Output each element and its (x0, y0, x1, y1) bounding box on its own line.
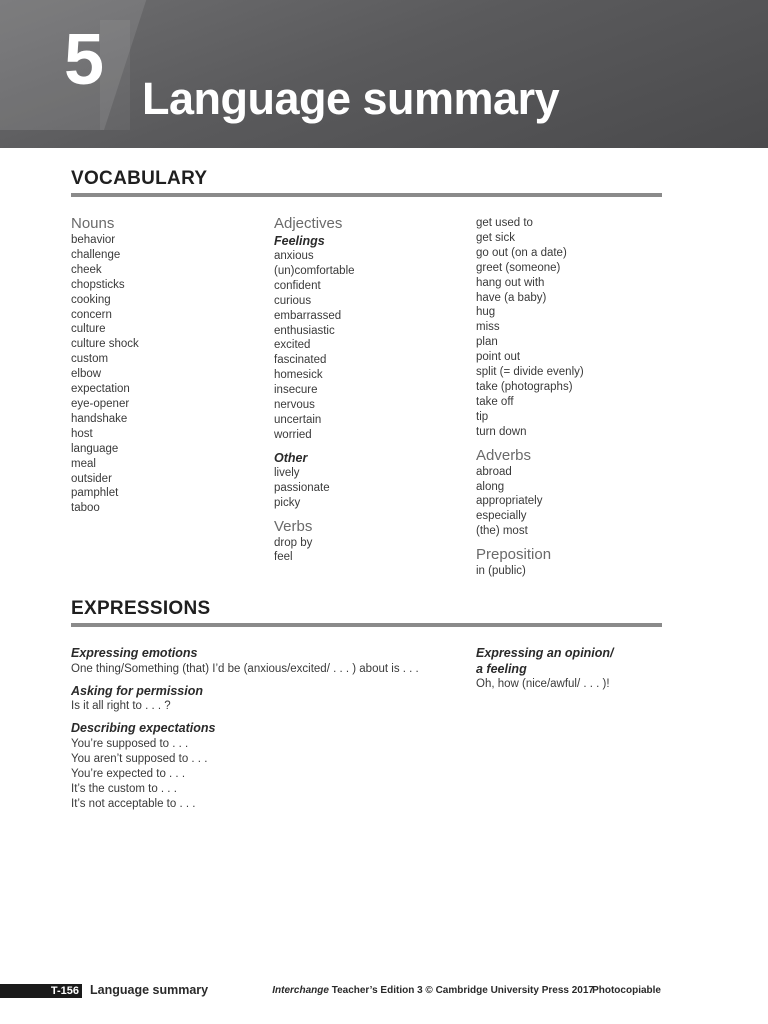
vocab-word: elbow (71, 368, 102, 381)
vocab-word: challenge (71, 248, 121, 261)
vocab-word: hang out with (476, 276, 545, 289)
vocab-column-2 (274, 215, 464, 565)
vocab-word: split (= divide evenly) (476, 366, 584, 379)
vocab-word: curious (274, 294, 312, 307)
unit-number: 5 (64, 20, 105, 100)
expression-line: Is it all right to . . . ? (71, 700, 171, 712)
vocab-word: meal (71, 457, 96, 470)
photocopiable-label: Photocopiable (592, 985, 661, 996)
expression-group-title: Asking for permission (71, 683, 203, 698)
vocab-word: homesick (274, 369, 323, 382)
subcategory-heading: Feelings (274, 234, 325, 248)
vocab-word: tip (476, 410, 489, 423)
vocab-word: excited (274, 339, 311, 352)
vocab-word: concern (71, 308, 112, 321)
expression-line: You’re expected to . . . (71, 767, 186, 780)
vocab-word: (un)comfortable (274, 264, 355, 277)
vocabulary-heading: VOCABULARY (71, 168, 208, 189)
prepositions-list (476, 564, 666, 579)
vocab-word: pamphlet (71, 487, 119, 500)
expression-line: You aren’t supposed to . . . (71, 752, 208, 765)
vocab-word: uncertain (274, 413, 322, 426)
footer-section-title: Language summary (90, 983, 209, 997)
adverbs-list (476, 465, 666, 540)
expression-group-title: Expressing emotions (71, 646, 198, 660)
vocab-word: go out (on a date) (476, 246, 567, 259)
page-title: Language summary (142, 73, 560, 124)
vocab-word: host (71, 427, 93, 440)
page-footer (0, 982, 768, 1002)
other-adjectives-list (274, 466, 464, 511)
section-divider (71, 193, 662, 197)
vocab-word: language (71, 442, 119, 455)
vocab-word: confident (274, 279, 321, 292)
vocab-word: anxious (274, 250, 314, 262)
vocab-word: get sick (476, 231, 515, 244)
category-heading: Adjectives (274, 215, 343, 232)
category-heading: Adverbs (476, 446, 532, 464)
header-banner (0, 0, 768, 148)
vocab-word: custom (71, 353, 109, 366)
vocab-word: lively (274, 466, 300, 479)
expression-lines (476, 677, 676, 692)
vocab-word: picky (274, 496, 301, 509)
expression-group-title: Describing expectations (71, 721, 216, 735)
section-divider (71, 623, 662, 627)
vocab-word: turn down (476, 425, 527, 438)
vocab-word: passionate (274, 481, 330, 494)
vocab-word: (the) most (476, 525, 528, 538)
vocab-word: along (476, 480, 505, 493)
nouns-list (71, 233, 261, 516)
feelings-list (274, 249, 464, 443)
vocab-word: culture (71, 323, 106, 336)
vocab-word: cheek (71, 263, 102, 276)
expression-line: It’s the custom to . . . (71, 782, 177, 795)
expression-line: Oh, how (nice/awful/ . . . )! (476, 678, 610, 690)
vocab-word: in (public) (476, 565, 526, 578)
expressions-heading: EXPRESSIONS (71, 598, 211, 619)
expression-line: One thing/Something (that) I’d be (anxious/excited/ . . . ) about is . . . (71, 662, 419, 675)
vocab-word: appropriately (476, 495, 543, 508)
category-heading: Verbs (274, 517, 313, 535)
vocab-word: fascinated (274, 354, 327, 367)
expression-line: It’s not acceptable to . . . (71, 797, 196, 810)
vocab-word: embarrassed (274, 309, 342, 322)
vocab-word: nervous (274, 399, 315, 412)
vocab-word: handshake (71, 412, 128, 425)
subcategory-heading: Other (274, 450, 308, 465)
book-title: Interchange (272, 985, 329, 996)
vocab-word: worried (274, 428, 312, 441)
vocab-word: plan (476, 336, 498, 349)
expression-line: You’re supposed to . . . (71, 737, 189, 750)
vocab-word: greet (someone) (476, 261, 561, 274)
verbs-continued-list (476, 216, 666, 440)
vocab-word: take (photographs) (476, 380, 573, 393)
vocab-word: point out (476, 351, 521, 364)
category-heading: Preposition (476, 546, 552, 564)
header-decoration (100, 20, 130, 130)
vocab-word: get used to (476, 217, 533, 229)
copyright-credit (272, 985, 594, 996)
vocab-word: drop by (274, 536, 313, 549)
vocab-column-3 (476, 216, 666, 579)
vocab-word: especially (476, 510, 527, 523)
vocab-word: have (a baby) (476, 291, 547, 304)
credit-text: Teacher’s Edition 3 © Cambridge University Press 2017 (328, 985, 594, 996)
vocab-word: eye-opener (71, 397, 130, 410)
expressions-left-column (71, 646, 451, 812)
vocab-word: insecure (274, 384, 318, 397)
vocab-word: chopsticks (71, 278, 125, 291)
vocab-word: enthusiastic (274, 324, 335, 337)
expression-group-title: Expressing an opinion/ (476, 646, 614, 660)
verbs-list (274, 536, 464, 566)
vocab-word: outsider (71, 472, 112, 485)
expression-group-title: a feeling (476, 661, 527, 676)
vocab-word: cooking (71, 293, 111, 306)
vocab-word: miss (476, 321, 500, 334)
vocab-word: abroad (476, 465, 512, 478)
vocab-word: culture shock (71, 338, 139, 351)
category-heading: Nouns (71, 215, 115, 232)
vocab-column-1 (71, 215, 261, 516)
vocab-word: taboo (71, 502, 100, 515)
vocab-word: behavior (71, 234, 116, 246)
vocab-word: expectation (71, 383, 130, 396)
page-number: T-156 (0, 984, 82, 998)
expressions-right-column (476, 646, 676, 692)
vocab-word: feel (274, 551, 293, 564)
vocab-word: hug (476, 306, 496, 319)
vocab-word: take off (476, 395, 514, 408)
